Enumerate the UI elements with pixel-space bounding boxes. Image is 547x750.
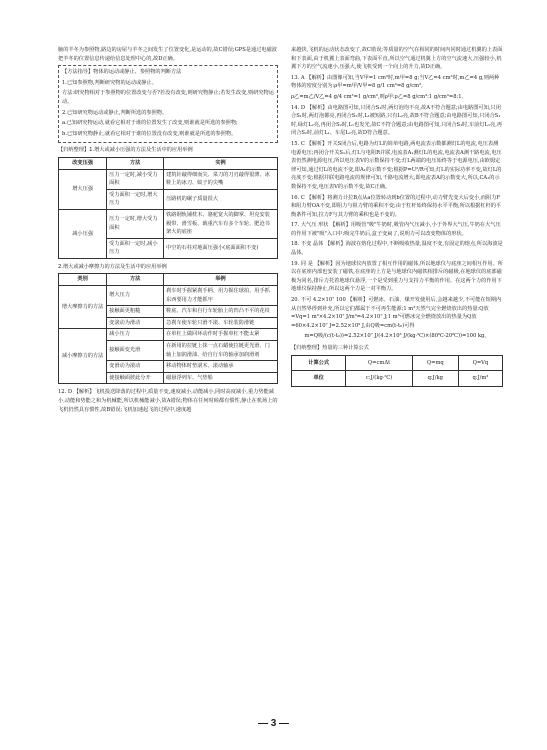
table-header: 方法: [107, 157, 164, 169]
table-cell: 单位: [292, 371, 346, 387]
method-cell: 接触面更粗糙: [107, 306, 164, 318]
friction-table: [58, 273, 278, 384]
group-cell: 增大压强: [59, 169, 107, 209]
method-guide-line: a.已知研究物运动,就看它相对于谁的位置发生了改变,则谁就是所选的参照物;: [62, 120, 238, 127]
answer-12: 12. D 【解析】飞机投送降落的过程中,质量不变,速度减小,动能减小,同时高度减小,重力势能减小,动能和势能之和为机械能,所以机械能减小,故A错误;物体在任何时候都有惯性,静止在机场上的飞机仍然具有惯性,故B错误;飞机加速起飞的过程中,速度越: [58, 389, 278, 413]
answer-15: 15. C 【解析】开关S闭合后,电路为灯L的简单电路,两电流表示数都测灯L的电流,电压表测电源电压;再闭合开关S₁后,灯L与电阻R并联,电流表A₁测灯L的电流,电流表A测干路电流,电压表仍然测电源电压,所以电压表V的示数保持不变;灯L两端的电压始终等于电源电压,由欧姆定律可知,通过灯L的电流不变,即A₁的示数不变;根据P=U²/R可知,灯L的实际功率不变,故灯L的亮度不变;根据并联电路电流的规律可知,干路电流增大,即电流表A的示数变大,所以,CA₁的示数保持不变,电压表V的示数不变,故C正确。: [291, 140, 502, 190]
method-cell: 受力面积一定时,减小压力: [107, 238, 164, 258]
table-cell: c:J/(kg·℃): [346, 371, 412, 387]
pressure-summary-title: 【归纳整理】1.增大或减小压强的方法及生活中的应用举例: [58, 147, 193, 154]
method-guide-line: b.已知研究物静止,就看它相对于谁的位置没有改变,则谁就是所选的参照物。: [62, 130, 237, 137]
answer-13: 13. A 【解析】由图像可知,当V甲=1 cm³时,m甲=8 g;当V乙=4 cm³时,m乙=4 g,则两种物体的密度分别为:ρ甲=m甲/V甲=8 g/1 cm³=8 g/cm³,: [291, 74, 500, 90]
table-row: [292, 371, 503, 387]
method-guide-box: [58, 65, 278, 143]
method-guide-line: 2.已知研究物运动或静止,判断所选的参照物。: [62, 109, 168, 116]
answer-12-continued: 来越快,飞机的运动状态改变了,故C错误;等质量的空气在相同的时间内同时通过机翼的上表面和下表面,由于机翼上表面弯曲,下表面平直,所以空气通过机翼上方的空气流速大,压强较小,机翼下方的空气流速小,压强大,使飞机受到一个向上的升力,故D正确。: [291, 47, 503, 71]
method-cell: 压力一定时,减小受力面积: [107, 169, 164, 189]
table-header: 实例: [164, 157, 278, 169]
table-row: [59, 169, 278, 189]
example-cell: 建筑针敲得细而尖、菜刀的刀刃敲得很薄、冰鞋上的冰刀、蚊子的尖嘴: [164, 169, 278, 189]
example-cell: 压路机的碾子质量很大: [164, 189, 278, 209]
table-row: [59, 329, 278, 341]
friction-summary-title: 2.增大或减小摩擦力的方法及生活中的应用举例: [58, 263, 167, 270]
method-cell: 使接触面彼此分开: [107, 372, 164, 384]
heat-formula-table: [291, 355, 503, 387]
table-row: [59, 286, 278, 306]
answer-20-formula: m=Q吸/(c(t-t₀))=2.52×10⁷ J/(4.2×10³ J/(kg·℃)×(80℃-20℃))=100 kg。: [304, 333, 490, 340]
method-guide-line: 1.已知参照物,判断研究物的运动或静止。: [62, 79, 157, 86]
method-cell: 接触面变光滑: [107, 341, 164, 361]
intro-paragraph: 腋的羊冬为参照物,路边的房屋与羊冬之间发生了位置变化,是运动的,故C错误;GPS是通过电磁波把羊冬的位置信息传递给信息处理中心的,故D正确。: [58, 47, 277, 62]
example-cell: 急刹车使车轮只滑不滚、车轮装防滑链: [164, 317, 278, 329]
table-cell: Q=mq: [412, 355, 458, 371]
answer-14: 14. D 【解析】由电路图可知,只闭合S₁时,两灯泡均不亮,故A不符合题意;由电路图可知,只闭合S₁时,两灯泡都亮,再闭合S₂时,L₁被短路,只有L₂亮,故B不符合题意;由电路图可知,只闭合S₁时,绿灯L₂亮,再闭合S₂时,L₁也发光,故C不符合题意;由电路图可知,只闭合S₁时,车前灯L₁亮,再闭合S₂时,前灯L₁、车尾L₂亮,故D符合题意。: [291, 104, 503, 137]
table-cell: 计算公式: [292, 355, 346, 371]
method-cell: 受力面积一定时,增大压力: [107, 189, 164, 209]
table-header: 类别: [59, 274, 107, 286]
example-cell: 铁路钢轨铺枕木、骆驼宽大的脚掌、坦克安装履带、滑雪板、载重汽车有多个车轮、肥沧书架大的底座: [164, 209, 278, 238]
method-guide-line: 方法:研究物相对于参照物的位置改变与否?若没有改变,则研究物静止;若发生改变,则研究物运动。: [62, 90, 274, 105]
pressure-table: [58, 157, 278, 259]
table-header: 改变压强: [59, 157, 107, 169]
example-cell: 在单杠上做回环动作时手握单杠不能太紧: [164, 329, 278, 341]
method-cell: 增大压力: [107, 286, 164, 306]
group-cell: 增大摩擦力的方法: [59, 286, 107, 329]
heat-summary-title: 【归纳整理】热量的三种计算公式: [291, 345, 369, 351]
method-guide-title: 【方法指导】物体的运动或静止、参照物的判断方法: [62, 69, 182, 76]
table-cell: Q=Vq: [458, 355, 502, 371]
table-header: 方法: [107, 274, 164, 286]
page-number: — 3 —: [257, 718, 290, 729]
example-cell: 刹车时手握紧刹手柄、用力握住球拍、用手抓东西要用力才能抓牢: [164, 286, 278, 306]
answer-18: 18. 不变 晶体 【解析】海波在熔化过程中,不断吸收热量,温度不变,有固定的熔点,所以海波是晶体。: [291, 241, 503, 257]
table-header: 举例: [164, 274, 278, 286]
table-row: [59, 209, 278, 238]
example-cell: 磁悬浮列车、气垫船: [164, 372, 278, 384]
table-row: [292, 355, 503, 371]
example-cell: 移动物体时垫滚木、滚动轴承: [164, 361, 278, 373]
answer-13-formula: ρ乙=m乙/V乙=4 g/4 cm³=1 g/cm³,则ρ甲:ρ乙=8 g/cm³:1 g/cm³=8:1。: [291, 93, 467, 100]
group-cell: 减小压强: [59, 209, 107, 258]
group-cell: 减小摩擦力的方法: [59, 329, 107, 384]
answer-17: 17. 大气压 形状 【解析】用吸管"吸"牛奶时,吸管内气压减小,小于外界大气压,牛奶在大气压的作用下被"吸"入口中;吸完牛奶后,盒子变扁了,说明力可以改变物体的形状。: [291, 222, 501, 237]
example-cell: 中空的石柱对地面压强小(底面面积不变): [164, 238, 278, 258]
table-cell: Q=cmΔt: [346, 355, 412, 371]
left-column: [58, 46, 278, 416]
table-header-row: [59, 157, 278, 169]
answer-20: 20. 不可 4.2×10⁷ 100 【解析】可燃冰、石油、煤开发使用后,会越来越少,不可能在短期内从自然界得到补充,所以它们都属于不可再生能源;1 m³天然气完全燃烧放出的热量:Q放=Vq=1 m³×4.2×10⁷ J/m³=4.2×10⁷ J;1 m³可燃冰完全燃烧放出的热量为Q放=60×4.2×10⁷ J=2.52×10⁹ J,由Q吸=cm(t-t₀)可得: [291, 297, 502, 329]
method-cell: 变滚动为滑动: [107, 317, 164, 329]
method-cell: 变滑动为滚动: [107, 361, 164, 373]
right-column: [291, 46, 503, 391]
method-cell: 减小压力: [107, 329, 164, 341]
table-header-row: [59, 274, 278, 286]
example-cell: 在新用的拉链上抹一点石蜡使拉链更光滑、门轴上加润滑油、给自行车的轴承加润滑剂: [164, 341, 278, 361]
example-cell: 鞋底、汽车和自行车轮胎上的凹凸不平的花纹: [164, 306, 278, 318]
answer-16: 16. C 【解析】将测力计拉B点从a位置转动到b位置的过程中,动力臂先变大后变小,而阻力F和阻力臂OA不变,即阻力与阻力臂的乘积不变;由于杠杆始终保持水平平衡,所以根据杠杆的平衡条件可知,拉力F与其力臂的乘积也是不变的。: [291, 194, 502, 218]
answer-19: 19. 同 是 【解析】因为地球仪内放置了相互作用的磁体,所以地球仪与底座之间相互作用。所以在底座内部也安装了磁铁,在底座的上方是与地球仪内磁铁相排斥的磁极,在地球仪的底部磁极为同名,排斥力托着地球仪悬浮,一个是受到重力与支持力平衡的作用。在这两个力的作用下地球仪保持静止,所以这两个力是一对平衡力。: [291, 260, 503, 293]
method-cell: 压力一定时,增大受力面积: [107, 209, 164, 238]
table-cell: q:J/kg: [412, 371, 458, 387]
table-cell: q:J/m³: [458, 371, 502, 387]
